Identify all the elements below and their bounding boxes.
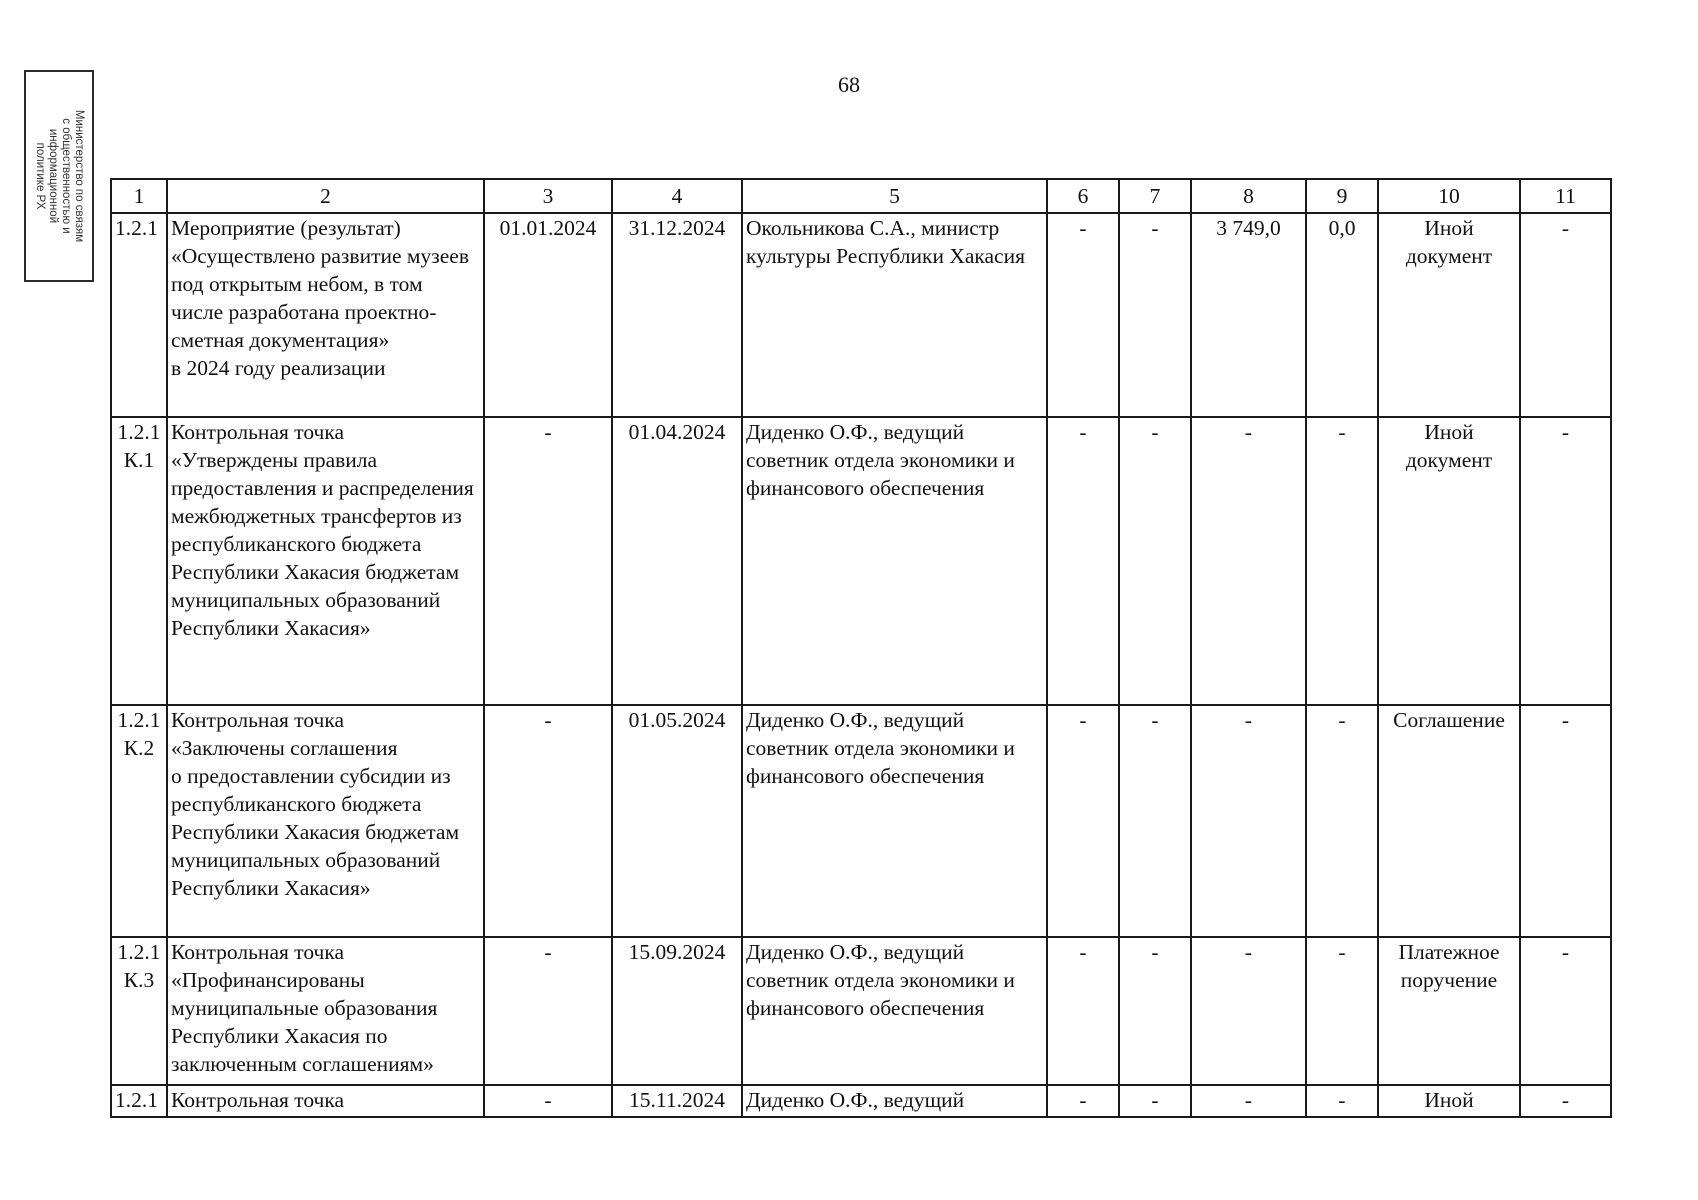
cell-col9: - bbox=[1306, 417, 1378, 705]
cell-col11: - bbox=[1520, 1085, 1611, 1117]
cell-col6: - bbox=[1047, 937, 1119, 1085]
cell-col7: - bbox=[1119, 937, 1191, 1085]
column-header: 4 bbox=[612, 179, 742, 213]
cell-col6: - bbox=[1047, 213, 1119, 417]
column-header: 3 bbox=[484, 179, 612, 213]
column-header: 2 bbox=[167, 179, 484, 213]
cell-col11: - bbox=[1520, 937, 1611, 1085]
item-number: 1.2.1 bbox=[111, 1085, 167, 1117]
stamp-text bbox=[33, 76, 85, 276]
column-header: 8 bbox=[1191, 179, 1306, 213]
cell-col11: - bbox=[1520, 417, 1611, 705]
header-row bbox=[111, 179, 1611, 213]
item-number: 1.2.1 К.2 bbox=[111, 705, 167, 937]
column-header: 1 bbox=[111, 179, 167, 213]
column-header: 11 bbox=[1520, 179, 1611, 213]
document-type: Платежное поручение bbox=[1378, 937, 1520, 1085]
table-row bbox=[111, 417, 1611, 705]
responsible-person: Диденко О.Ф., ведущий bbox=[742, 1085, 1047, 1117]
item-number: 1.2.1 К.1 bbox=[111, 417, 167, 705]
table-row bbox=[111, 705, 1611, 937]
start-date: 01.01.2024 bbox=[484, 213, 612, 417]
cell-col9: - bbox=[1306, 937, 1378, 1085]
cell-col7: - bbox=[1119, 1085, 1191, 1117]
end-date: 01.04.2024 bbox=[612, 417, 742, 705]
start-date: - bbox=[484, 417, 612, 705]
cell-col8: 3 749,0 bbox=[1191, 213, 1306, 417]
end-date: 31.12.2024 bbox=[612, 213, 742, 417]
activities-table bbox=[110, 178, 1612, 1118]
cell-col8: - bbox=[1191, 937, 1306, 1085]
stamp-line: с общественностью и bbox=[60, 118, 72, 234]
responsible-person: Диденко О.Ф., ведущий советник отдела экономики и финансового обеспечения bbox=[742, 705, 1047, 937]
table-row bbox=[111, 213, 1611, 417]
end-date: 15.09.2024 bbox=[612, 937, 742, 1085]
cell-col6: - bbox=[1047, 417, 1119, 705]
cell-col11: - bbox=[1520, 705, 1611, 937]
column-header: 10 bbox=[1378, 179, 1520, 213]
table-row bbox=[111, 1085, 1611, 1117]
responsible-person: Окольникова С.А., министр культуры Республики Хакасия bbox=[742, 213, 1047, 417]
cell-col9: 0,0 bbox=[1306, 213, 1378, 417]
column-header: 9 bbox=[1306, 179, 1378, 213]
stamp-line: Министерство по связям bbox=[73, 109, 85, 243]
item-name: Мероприятие (результат) «Осуществлено развитие музеев под открытым небом, в том числе разработана проектно-сметная документация» в 2024 году реализации bbox=[167, 213, 484, 417]
responsible-person: Диденко О.Ф., ведущий советник отдела экономики и финансового обеспечения bbox=[742, 937, 1047, 1085]
end-date: 01.05.2024 bbox=[612, 705, 742, 937]
start-date: - bbox=[484, 705, 612, 937]
responsible-person: Диденко О.Ф., ведущий советник отдела экономики и финансового обеспечения bbox=[742, 417, 1047, 705]
cell-col7: - bbox=[1119, 417, 1191, 705]
column-header: 7 bbox=[1119, 179, 1191, 213]
cell-col11: - bbox=[1520, 213, 1611, 417]
cell-col7: - bbox=[1119, 705, 1191, 937]
cell-col8: - bbox=[1191, 1085, 1306, 1117]
item-number: 1.2.1 К.3 bbox=[111, 937, 167, 1085]
cell-col9: - bbox=[1306, 705, 1378, 937]
item-name: Контрольная точка «Профинансированы муниципальные образования Республики Хакасия по заключенным соглашениям» bbox=[167, 937, 484, 1085]
cell-col9: - bbox=[1306, 1085, 1378, 1117]
table-row bbox=[111, 937, 1611, 1085]
cell-col7: - bbox=[1119, 213, 1191, 417]
stamp-line: информационной bbox=[47, 128, 59, 224]
item-name: Контрольная точка «Заключены соглашения о предоставлении субсидии из республиканского бюджета Республики Хакасия бюджетам муниципальных образований Республики Хакасия» bbox=[167, 705, 484, 937]
cell-col8: - bbox=[1191, 705, 1306, 937]
column-header: 5 bbox=[742, 179, 1047, 213]
cell-col6: - bbox=[1047, 1085, 1119, 1117]
start-date: - bbox=[484, 1085, 612, 1117]
document-type: Иной bbox=[1378, 1085, 1520, 1117]
item-name: Контрольная точка «Утверждены правила предоставления и распределения межбюджетных трансфертов из республиканского бюджета Республики Хакасия бюджетам муниципальных образований Республики Хакасия» bbox=[167, 417, 484, 705]
document-type: Иной документ bbox=[1378, 417, 1520, 705]
document-type: Иной документ bbox=[1378, 213, 1520, 417]
start-date: - bbox=[484, 937, 612, 1085]
page-number: 68 bbox=[838, 72, 860, 97]
cell-col8: - bbox=[1191, 417, 1306, 705]
cell-col6: - bbox=[1047, 705, 1119, 937]
registration-stamp bbox=[24, 70, 94, 282]
document-type: Соглашение bbox=[1378, 705, 1520, 937]
end-date: 15.11.2024 bbox=[612, 1085, 742, 1117]
item-name: Контрольная точка bbox=[167, 1085, 484, 1117]
column-header: 6 bbox=[1047, 179, 1119, 213]
stamp-line: политике РХ bbox=[34, 142, 46, 210]
item-number: 1.2.1 bbox=[111, 213, 167, 417]
